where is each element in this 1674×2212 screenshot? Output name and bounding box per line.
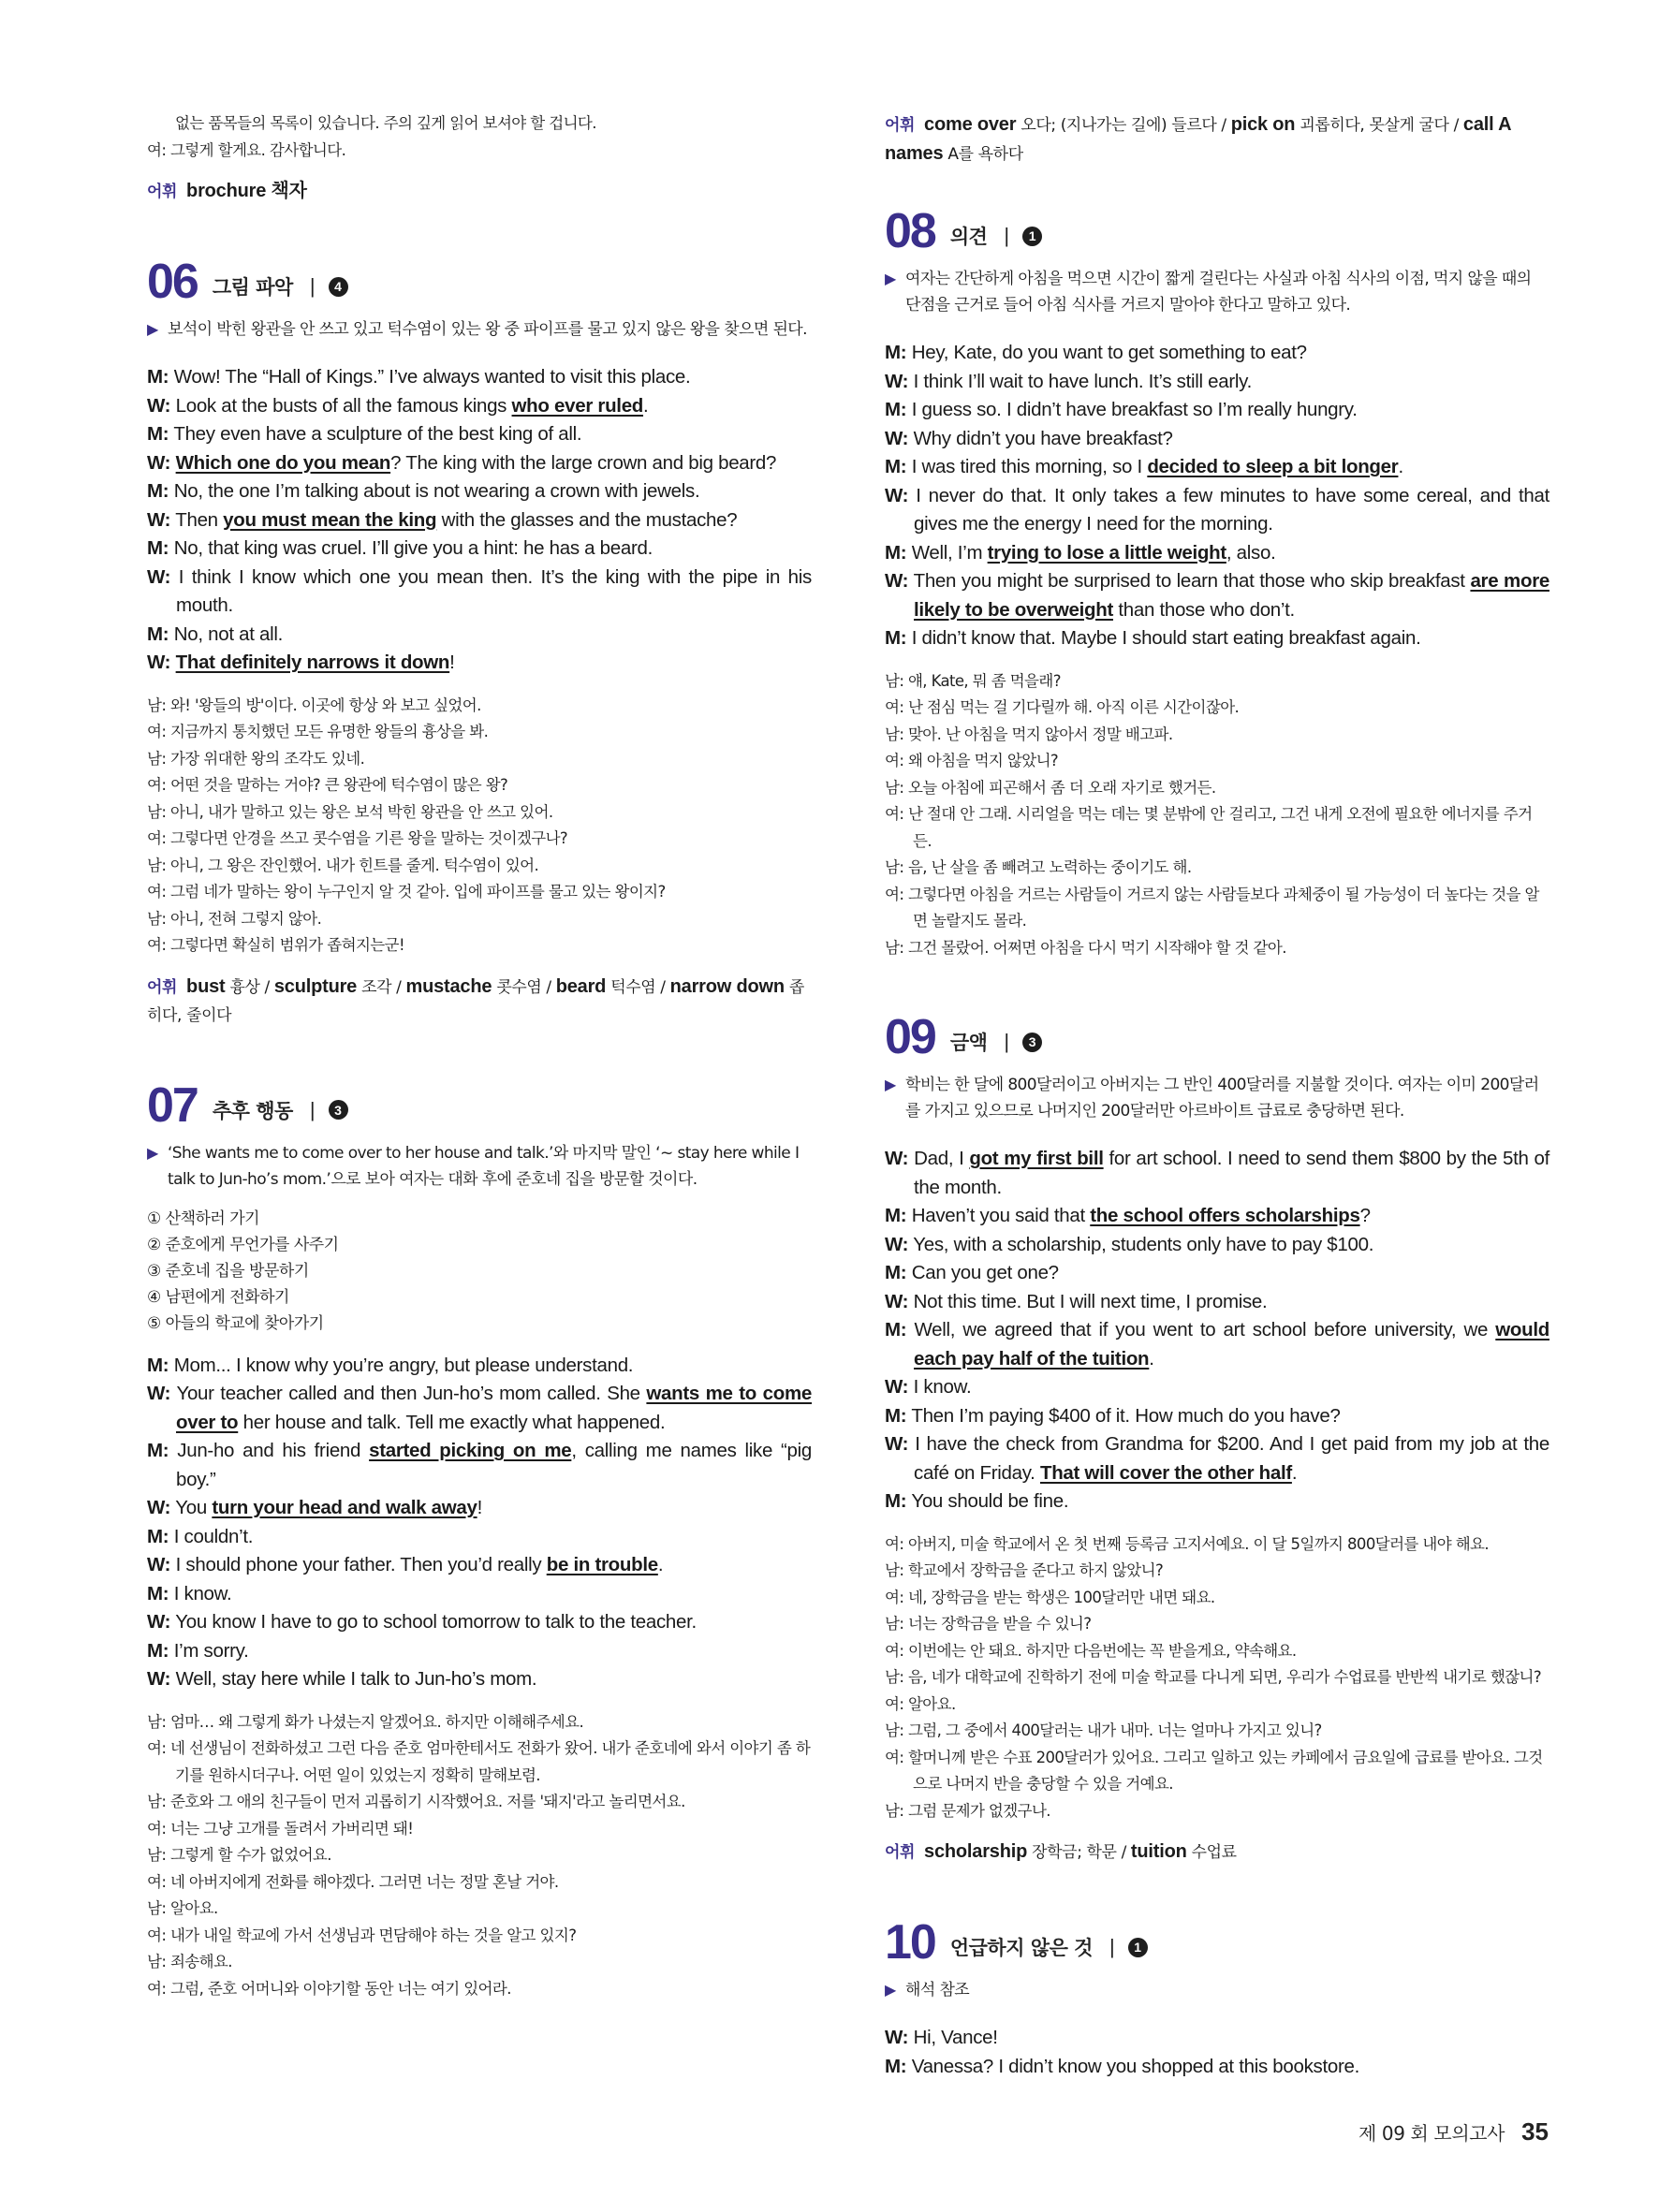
korean-line: 여: 할머니께 받은 수표 200달러가 있어요. 그리고 일하고 있는 카페에서 금요일에 급료를 받아요. 그것으로 나머지 반을 충당할 수 있을 거예요. xyxy=(885,1748,1543,1793)
korean-line: 남: 죄송해요. xyxy=(147,1953,232,1970)
korean-line: 여: 그렇다면 확실히 범위가 좁혀지는군! xyxy=(147,936,404,954)
dialog-text: ! xyxy=(449,652,455,673)
vocab-word: bust xyxy=(186,975,226,997)
question-08 xyxy=(885,204,1549,961)
question-number: 08 xyxy=(885,204,935,258)
dialog-text: I couldn’t. xyxy=(173,1525,254,1547)
explanation-text: 보석이 박힌 왕관을 안 쓰고 있고 턱수염이 있는 왕 중 파이프를 물고 있지 않은 왕을 찾으면 된다. xyxy=(168,320,807,339)
dialog-text: No, not at all. xyxy=(173,623,284,645)
vocab-word: scholarship xyxy=(924,1841,1028,1862)
divider: | xyxy=(309,274,316,298)
right-column xyxy=(885,110,1549,2081)
vocab-word: sculpture xyxy=(273,975,358,997)
dialog-text: I never do that. It only takes a few minutes to have some cereal, and that gives me the energy I need for the morning. xyxy=(914,484,1549,535)
dialog-text: ! xyxy=(477,1497,482,1518)
speaker-label: W: xyxy=(885,370,909,392)
dialog-line xyxy=(147,1352,812,1381)
speaker-label: W: xyxy=(147,1383,171,1404)
korean-translation xyxy=(147,1709,812,2003)
triangle-icon: ▶ xyxy=(885,1076,896,1093)
choice: ⑤ 아들의 학교에 찾아가기 xyxy=(147,1313,324,1333)
dialog-line xyxy=(147,420,812,449)
answer-badge: 1 xyxy=(1022,227,1042,246)
korean-line: 남: 엄마… 왜 그렇게 화가 나셨는지 알겠어요. 하지만 이해해주세요. xyxy=(147,1712,584,1731)
key-phrase: are more likely to be overweight xyxy=(914,570,1549,621)
vocab-separator: / xyxy=(259,977,274,997)
korean-line: 여: 그렇다면 안경을 쓰고 콧수염을 기른 왕을 말하는 것이겠구나? xyxy=(147,829,568,847)
speaker-label: M: xyxy=(885,1319,907,1340)
vocab-meaning: 콧수염 xyxy=(496,977,542,997)
speaker-label: W: xyxy=(885,1290,909,1312)
question-number: 07 xyxy=(147,1077,198,1133)
answer-badge: 1 xyxy=(1128,1938,1148,1957)
korean-line: 남: 학교에서 장학금을 준다고 하지 않았니? xyxy=(885,1561,1164,1579)
key-phrase: decided to sleep a bit longer xyxy=(1147,456,1399,477)
korean-line: 여: 그럼, 준호 어머니와 이야기할 동안 너는 여기 있어라. xyxy=(147,1979,511,1998)
key-phrase: turn your head and walk away xyxy=(212,1497,477,1518)
korean-line: 남: 얘, Kate, 뭐 좀 먹을래? xyxy=(885,671,1061,690)
dialog-line xyxy=(885,1231,1549,1260)
dialog-text: Can you get one? xyxy=(911,1262,1059,1283)
dialog-text: Why didn’t you have breakfast? xyxy=(913,427,1173,449)
question-number: 10 xyxy=(885,1915,935,1970)
korean-line: 없는 품목들의 목록이 있습니다. 주의 깊게 읽어 보셔야 할 겁니다. xyxy=(175,114,596,132)
speaker-label: W: xyxy=(147,508,171,531)
korean-line: 여: 그럼 네가 말하는 왕이 누구인지 알 것 같아. 입에 파이프를 물고 있는 왕이지? xyxy=(147,883,666,901)
vocab-box xyxy=(147,177,812,206)
dialog-line xyxy=(147,1494,812,1523)
speaker-label: M: xyxy=(885,541,907,564)
explanation xyxy=(885,266,1549,318)
dialog-line xyxy=(885,1316,1549,1373)
dialog-text: . xyxy=(643,394,649,417)
korean-line: 여: 아버지, 미술 학교에서 온 첫 번째 등록금 고지서예요. 이 달 5일까지 800달러를 내야 해요. xyxy=(885,1534,1490,1553)
page-footer xyxy=(1358,2117,1549,2146)
question-header xyxy=(885,1010,1549,1064)
speaker-label: M: xyxy=(885,342,907,363)
dialog-line xyxy=(885,368,1549,397)
vocab-word: mustache xyxy=(405,975,492,997)
speaker-label: M: xyxy=(147,1582,169,1604)
dialog-text: Well, we agreed that if you went to art school before university, we xyxy=(914,1319,1496,1340)
speaker-label: W: xyxy=(147,1611,171,1633)
dialog-line xyxy=(147,449,812,478)
question-number: 09 xyxy=(885,1010,935,1064)
korean-line: 남: 가장 위대한 왕의 조각도 있네. xyxy=(147,749,365,768)
korean-line: 여: 네 선생님이 전화하셨고 그런 다음 준호 엄마한테서도 전화가 왔어. 내가 준호네에 와서 이야기 좀 하기를 원하시더구나. 어떤 일이 있었는지 정확히 말해보렴. xyxy=(147,1739,811,1784)
answer-badge: 4 xyxy=(329,277,348,297)
divider: | xyxy=(309,1097,316,1121)
speaker-label: W: xyxy=(147,394,171,417)
dialog-line xyxy=(147,477,812,506)
speaker-label: W: xyxy=(147,1554,171,1575)
question-06 xyxy=(147,255,812,1030)
dialog-text: Vanessa? I didn’t know you shopped at this bookstore. xyxy=(911,2055,1360,2077)
key-phrase: got my first bill xyxy=(969,1148,1104,1169)
answer-choices xyxy=(147,1206,812,1337)
korean-line: 여: 그렇게 할게요. 감사합니다. xyxy=(147,140,346,159)
dialog-text: No, that king was cruel. I’ll give you a hint: he has a beard. xyxy=(173,537,653,559)
explanation xyxy=(885,1977,1549,2003)
vocab-separator: / xyxy=(655,977,670,997)
vocab-meaning: 장학금; 학문 xyxy=(1032,1843,1117,1862)
vocab-word: call A names xyxy=(885,114,1511,164)
korean-line: 여: 너는 그냥 고개를 돌려서 가버리면 돼! xyxy=(147,1819,414,1838)
page-number: 35 xyxy=(1521,2117,1549,2146)
vocab-text: brochure 책자 xyxy=(186,181,307,201)
key-phrase: trying to lose a little weight xyxy=(987,541,1226,564)
dialog-text: I’m sorry. xyxy=(173,1639,249,1662)
dialog-text: , calling me names like “pig boy.” xyxy=(176,1440,813,1490)
speaker-label: M: xyxy=(147,423,169,445)
answer-badge: 3 xyxy=(1022,1033,1042,1052)
choice: ④ 남편에게 전화하기 xyxy=(147,1287,289,1307)
vocab-box xyxy=(147,973,812,1030)
dialog-text: Well, I’m xyxy=(911,541,988,564)
dialog-text: I didn’t know that. Maybe I should start eating breakfast again. xyxy=(911,627,1421,649)
dialog-line xyxy=(885,2024,1549,2053)
korean-line: 남: 아니, 내가 말하고 있는 왕은 보석 박힌 왕관을 안 쓰고 있어. xyxy=(147,802,553,821)
korean-translation xyxy=(885,668,1549,962)
dialog-line xyxy=(147,1551,812,1580)
dialog xyxy=(147,363,812,678)
korean-line: 여: 알아요. xyxy=(885,1694,956,1713)
dialog-line xyxy=(147,1665,812,1694)
dialog-text: I should phone your father. Then you’d really xyxy=(175,1554,547,1575)
dialog-line xyxy=(885,1487,1549,1516)
korean-line: 여: 네 아버지에게 전화를 해야겠다. 그러면 너는 정말 혼날 거야. xyxy=(147,1872,559,1891)
key-phrase: That will cover the other half xyxy=(1039,1461,1292,1484)
dialog-line xyxy=(885,1145,1549,1202)
vocab-tag: 어휘 xyxy=(885,1843,916,1862)
dialog-text: . xyxy=(1291,1461,1298,1484)
dialog-line xyxy=(147,621,812,650)
korean-line: 남: 너는 장학금을 받을 수 있니? xyxy=(885,1615,1092,1633)
korean-line: 여: 내가 내일 학교에 가서 선생님과 면담해야 하는 것을 알고 있지? xyxy=(147,1926,577,1944)
dialog-text: Well, stay here while I talk to Jun-ho’s mom. xyxy=(175,1668,537,1690)
dialog-line xyxy=(147,363,812,392)
dialog-text: for art school. I need to send them $800 by the 5th of the month. xyxy=(914,1148,1549,1198)
speaker-label: M: xyxy=(885,1490,907,1512)
question-header xyxy=(885,1915,1549,1970)
vocab-word: tuition xyxy=(1130,1841,1187,1862)
dialog-text: Mom... I know why you’re angry, but please understand. xyxy=(173,1354,634,1376)
key-phrase: the school offers scholarships xyxy=(1090,1205,1360,1226)
dialog-text: . xyxy=(1149,1347,1154,1370)
dialog-text: I think I know which one you mean then. It’s the king with the pipe in his mouth. xyxy=(176,565,812,616)
choice: ③ 준호네 집을 방문하기 xyxy=(147,1261,309,1281)
dialog xyxy=(147,1352,812,1694)
korean-line: 남: 아니, 전혀 그렇지 않아. xyxy=(147,909,322,928)
vocab-tag: 어휘 xyxy=(885,116,916,135)
speaker-label: W: xyxy=(885,2027,909,2048)
korean-line: 여: 어떤 것을 말하는 거야? 큰 왕관에 턱수염이 많은 왕? xyxy=(147,776,508,794)
dialog-text: Then xyxy=(175,508,224,531)
key-phrase: who ever ruled xyxy=(511,394,644,417)
dialog xyxy=(885,1145,1549,1516)
question-number: 06 xyxy=(147,255,198,309)
dialog-line xyxy=(147,506,812,535)
dialog-text: . xyxy=(657,1554,664,1575)
speaker-label: M: xyxy=(885,627,907,649)
korean-line: 여: 이번에는 안 돼요. 하지만 다음번에는 꼭 받을게요, 약속해요. xyxy=(885,1641,1297,1660)
left-column xyxy=(147,110,812,2002)
speaker-label: W: xyxy=(147,451,171,474)
dialog-line xyxy=(885,1259,1549,1288)
vocab-meaning: 턱수염 xyxy=(610,977,656,997)
dialog-line xyxy=(147,1580,812,1609)
speaker-label: M: xyxy=(885,2055,907,2077)
dialog-line xyxy=(147,1608,812,1637)
explanation-text: 여자는 간단하게 아침을 먹으면 시간이 짧게 걸린다는 사실과 아침 식사의 이점, 먹지 않을 때의 단점을 근거로 들어 아침 식사를 거르지 말아야 한다고 말하고 있다. xyxy=(905,270,1532,315)
question-type: 추후 행동 xyxy=(212,1099,293,1122)
dialog-line xyxy=(147,649,812,678)
question-type: 의견 xyxy=(949,226,988,248)
vocab-separator: / xyxy=(1216,116,1231,135)
dialog-text: You xyxy=(175,1497,213,1518)
dialog-text: You know I have to go to school tomorrow to talk to the teacher. xyxy=(175,1611,697,1633)
korean-line: 남: 아니, 그 왕은 잔인했어. 내가 힌트를 줄게. 턱수염이 있어. xyxy=(147,856,539,874)
vocab-word: come over xyxy=(924,114,1017,135)
speaker-label: M: xyxy=(147,1440,169,1461)
vocab-separator: / xyxy=(1448,116,1463,135)
korean-line: 남: 준호와 그 애의 친구들이 먼저 괴롭히기 시작했어요. 저를 '돼지'라고 놀리면서요. xyxy=(147,1793,685,1810)
dialog-line xyxy=(147,535,812,564)
vocab-box xyxy=(885,1838,1549,1867)
korean-line: 여: 난 절대 안 그래. 시리얼을 먹는 데는 몇 분밖에 안 걸리고, 그건 내게 오전에 필요한 에너지를 주거든. xyxy=(885,805,1533,850)
speaker-label: M: xyxy=(147,537,169,559)
speaker-label: W: xyxy=(147,1497,171,1518)
dialog-text: than those who don’t. xyxy=(1112,598,1295,621)
divider: | xyxy=(1109,1935,1115,1958)
korean-line: 여: 네, 장학금을 받는 학생은 100달러만 내면 돼요. xyxy=(885,1588,1215,1606)
dialog-text: with the glasses and the mustache? xyxy=(436,508,738,531)
speaker-label: M: xyxy=(147,1525,169,1547)
dialog-text: Hey, Kate, do you want to get something to eat? xyxy=(911,342,1307,363)
speaker-label: W: xyxy=(147,1668,171,1690)
vocab-word: beard xyxy=(555,975,607,997)
korean-line: 여: 그렇다면 아침을 거르는 사람들이 거르지 않는 사람들보다 과체중이 될 가능성이 더 높다는 것을 알면 놀랄지도 몰라. xyxy=(885,885,1539,930)
dialog-text: I know. xyxy=(913,1376,972,1398)
dialog-text: ? xyxy=(1359,1205,1371,1226)
divider: | xyxy=(1004,1030,1010,1053)
dialog-line xyxy=(885,567,1549,624)
dialog-line xyxy=(885,1202,1549,1231)
korean-line: 남: 오늘 아침에 피곤해서 좀 더 오래 자기로 했거든. xyxy=(885,778,1216,797)
explanation xyxy=(147,1140,812,1193)
question-09 xyxy=(885,1010,1549,1867)
vocab-tag: 어휘 xyxy=(147,977,178,997)
vocab-meaning: 괴롭히다, 못살게 굴다 xyxy=(1300,116,1449,135)
vocab-separator: / xyxy=(541,977,556,997)
key-phrase: started picking on me xyxy=(369,1440,572,1461)
speaker-label: W: xyxy=(885,1433,909,1455)
korean-line: 남: 음, 난 살을 좀 빼려고 노력하는 중이기도 해. xyxy=(885,858,1192,876)
dialog-text: No, the one I’m talking about is not wearing a crown with jewels. xyxy=(173,480,700,502)
speaker-label: W: xyxy=(885,484,909,506)
dialog-text: ? The king with the large crown and big beard? xyxy=(390,451,777,474)
dialog-line xyxy=(147,392,812,421)
speaker-label: M: xyxy=(885,1205,907,1226)
dialog-text: Then I’m paying $400 of it. How much do you have? xyxy=(911,1404,1341,1427)
speaker-label: W: xyxy=(885,570,909,592)
question-type: 언급하지 않은 것 xyxy=(949,1937,1093,1959)
choice: ① 산책하러 가기 xyxy=(147,1209,260,1228)
key-phrase: be in trouble xyxy=(546,1554,658,1575)
vocab-meaning: 수업료 xyxy=(1191,1843,1237,1862)
dialog-text: . xyxy=(1398,456,1403,477)
dialog-line xyxy=(885,624,1549,653)
speaker-label: M: xyxy=(147,623,169,645)
dialog-text: Haven’t you said that xyxy=(911,1205,1091,1226)
dialog-text: I have the check from Grandma for $200. And I get paid from my job at the café on Friday. xyxy=(914,1433,1549,1484)
vocab-tag: 어휘 xyxy=(147,183,178,201)
korean-line: 남: 와! '왕들의 방'이다. 이곳에 항상 와 보고 싶었어. xyxy=(147,696,481,714)
korean-line: 남: 그럼 문제가 없겠구나. xyxy=(885,1801,1050,1820)
vocab-meaning: 좁히다, 줄이다 xyxy=(147,977,804,1025)
dialog-text: Your teacher called and then Jun-ho’s mom called. She xyxy=(176,1383,647,1404)
vocab-meaning: A를 욕하다 xyxy=(947,145,1023,164)
korean-line: 여: 난 점심 먹는 걸 기다릴까 해. 아직 이른 시간이잖아. xyxy=(885,698,1240,716)
answer-badge: 3 xyxy=(329,1100,348,1120)
dialog-line xyxy=(885,453,1549,482)
korean-line: 남: 맞아. 난 아침을 먹지 않아서 정말 배고파. xyxy=(885,725,1173,743)
speaker-label: M: xyxy=(147,366,169,388)
speaker-label: M: xyxy=(147,1639,169,1662)
dialog-line xyxy=(885,1430,1549,1487)
speaker-label: W: xyxy=(885,427,909,449)
korean-line: 남: 그럼, 그 중에서 400달러는 내가 내마. 너는 얼마나 가지고 있니? xyxy=(885,1721,1322,1739)
speaker-label: W: xyxy=(885,1148,909,1169)
triangle-icon: ▶ xyxy=(885,270,896,287)
dialog-text: Look at the busts of all the famous kings xyxy=(175,394,512,417)
speaker-label: W: xyxy=(885,1233,909,1255)
vocab-meaning: 오다; (지나가는 길에) 들르다 xyxy=(1021,116,1217,135)
dialog-line xyxy=(147,564,812,621)
dialog-text: her house and talk. Tell me exactly what happened. xyxy=(238,1411,666,1433)
dialog-text: I think I’ll wait to have lunch. It’s still early. xyxy=(913,370,1252,392)
explanation xyxy=(885,1072,1549,1124)
speaker-label: W: xyxy=(147,565,171,588)
dialog-line xyxy=(885,1373,1549,1402)
dialog-text: Not this time. But I will next time, I promise. xyxy=(913,1290,1268,1312)
vocab-meaning: 흉상 xyxy=(229,977,260,997)
dialog-text: Dad, I xyxy=(914,1148,970,1169)
dialog-line xyxy=(147,1637,812,1666)
dialog-text: You should be fine. xyxy=(911,1490,1069,1512)
dialog-line xyxy=(885,539,1549,568)
dialog-line xyxy=(885,339,1549,368)
key-phrase: would each pay half of the tuition xyxy=(914,1319,1549,1370)
explanation xyxy=(147,316,812,343)
dialog-text: I know. xyxy=(173,1582,232,1604)
vocab-separator: / xyxy=(1116,1843,1131,1862)
korean-line: 남: 그건 몰랐어. 어쩌면 아침을 다시 먹기 시작해야 할 것 같아. xyxy=(885,938,1286,957)
choice: ② 준호에게 무언가를 사주기 xyxy=(147,1235,339,1254)
speaker-label: M: xyxy=(885,399,907,420)
dialog-text: I was tired this morning, so I xyxy=(911,456,1148,477)
dialog-line xyxy=(885,396,1549,425)
vocab-separator: / xyxy=(391,977,406,997)
dialog-text: , also. xyxy=(1226,541,1276,564)
korean-translation xyxy=(885,1531,1549,1825)
dialog-line xyxy=(147,1523,812,1552)
speaker-label: M: xyxy=(885,456,907,477)
vocab-word: pick on xyxy=(1230,114,1296,135)
vocab-word: narrow down xyxy=(669,975,785,997)
speaker-label: M: xyxy=(147,1354,169,1376)
dialog-line xyxy=(885,2053,1549,2082)
question-header xyxy=(147,255,812,309)
key-phrase: Which one do you mean xyxy=(175,451,391,474)
dialog xyxy=(885,339,1549,653)
dialog-text: Yes, with a scholarship, students only have to pay $100. xyxy=(913,1233,1374,1255)
key-phrase: you must mean the king xyxy=(223,508,437,531)
dialog-line xyxy=(147,1437,812,1494)
question-type: 금액 xyxy=(949,1032,988,1054)
korean-line: 남: 음, 네가 대학교에 진학하기 전에 미술 학교를 다니게 되면, 우리가 수업료를 반반씩 내기로 했잖니? xyxy=(885,1668,1541,1686)
vocab-box xyxy=(885,110,1549,168)
speaker-label: M: xyxy=(885,1404,907,1427)
dialog xyxy=(885,2024,1549,2081)
dialog-line xyxy=(885,425,1549,454)
dialog-text: They even have a sculpture of the best king of all. xyxy=(173,423,582,445)
dialog-text: Hi, Vance! xyxy=(913,2027,998,2048)
explanation-text: 해석 참조 xyxy=(905,1981,970,2000)
speaker-label: M: xyxy=(147,480,169,502)
question-header xyxy=(885,204,1549,258)
question-type: 그림 파악 xyxy=(212,276,293,299)
explanation-text: ‘She wants me to come over to her house and talk.’와 마지막 말인 ‘~ stay here while I talk to Jun-ho’s mom.’으로 보아 여자는 대화 후에 준호네 집을 방문할 것이다. xyxy=(168,1143,800,1189)
speaker-label: W: xyxy=(885,1376,909,1398)
dialog-text: Wow! The “Hall of Kings.” I’ve always wanted to visit this place. xyxy=(173,366,691,388)
dialog-line xyxy=(885,482,1549,539)
question-header xyxy=(147,1078,812,1133)
korean-translation xyxy=(147,693,812,960)
exam-title: 제 09 회 모의고사 xyxy=(1358,2122,1505,2145)
korean-line: 여: 왜 아침을 먹지 않았니? xyxy=(885,752,1059,769)
key-phrase: wants me to come over to xyxy=(176,1383,812,1433)
question-07 xyxy=(147,1078,812,2003)
vocab-meaning: 조각 xyxy=(361,977,392,997)
dialog-text: I guess so. I didn’t have breakfast so I’m really hungry. xyxy=(911,399,1358,420)
key-phrase: That definitely narrows it down xyxy=(175,652,450,673)
dialog-text: Then you might be surprised to learn that those who skip breakfast xyxy=(913,570,1471,592)
dialog-line xyxy=(147,1380,812,1437)
dialog-line xyxy=(885,1402,1549,1431)
divider: | xyxy=(1004,224,1010,247)
triangle-icon: ▶ xyxy=(147,1143,158,1162)
speaker-label: W: xyxy=(147,652,171,673)
dialog-text: Jun-ho and his friend xyxy=(177,1440,370,1461)
question-10 xyxy=(885,1915,1549,2081)
korean-line: 남: 알아요. xyxy=(147,1899,218,1917)
dialog-line xyxy=(885,1288,1549,1317)
explanation-text: 학비는 한 달에 800달러이고 아버지는 그 반인 400달러를 지불할 것이다. 여자는 이미 200달러를 가지고 있으므로 나머지인 200달러만 아르바이트 급료로 충당하면 된다. xyxy=(905,1076,1539,1121)
triangle-icon: ▶ xyxy=(885,1981,896,1999)
triangle-icon: ▶ xyxy=(147,320,158,338)
speaker-label: M: xyxy=(885,1262,907,1283)
korean-line: 남: 그렇게 할 수가 없었어요. xyxy=(147,1846,331,1864)
korean-line: 여: 지금까지 통치했던 모든 유명한 왕들의 흉상을 봐. xyxy=(147,723,489,740)
